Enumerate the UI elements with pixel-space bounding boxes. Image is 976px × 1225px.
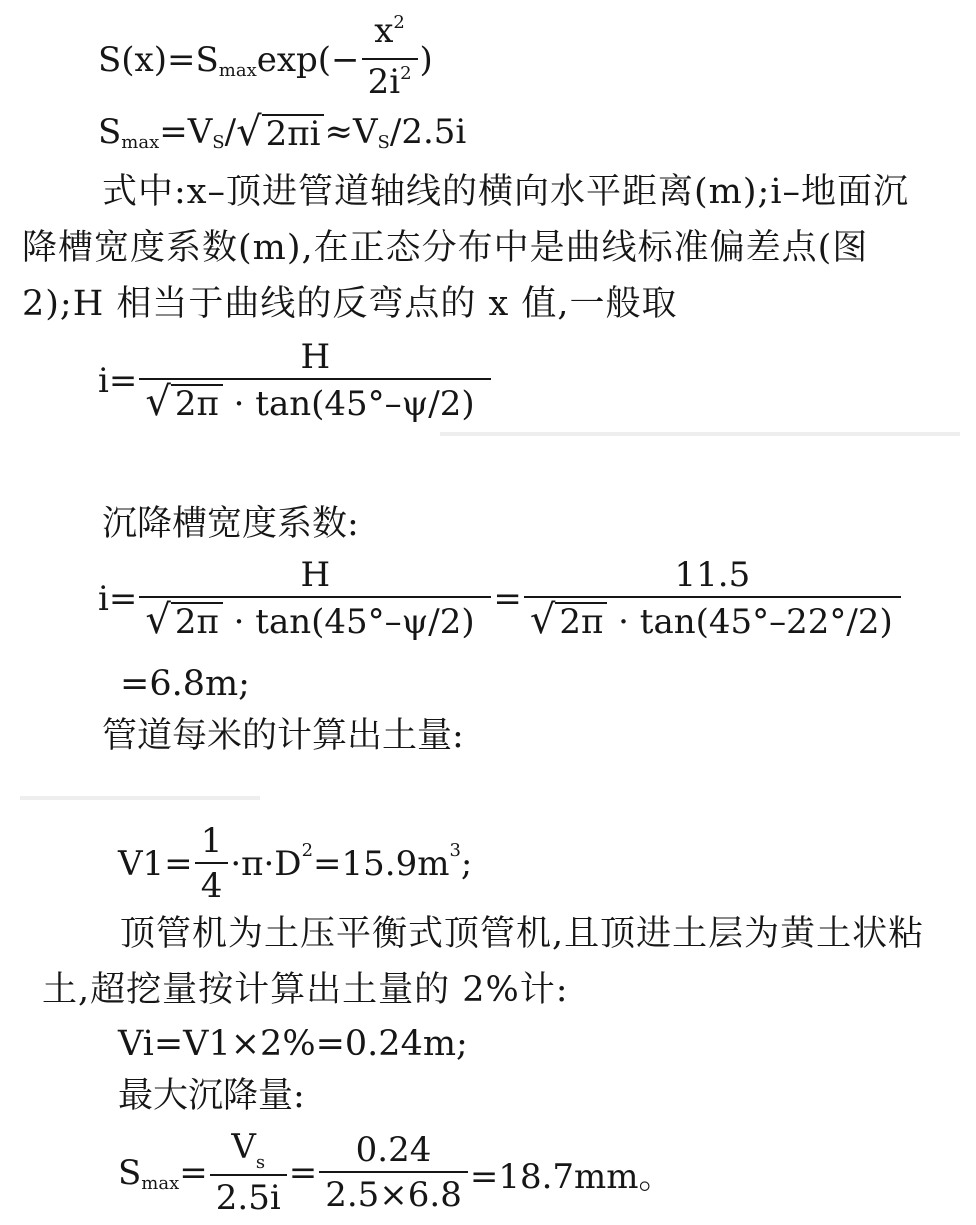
eq7-den2: 2.5×6.8	[319, 1171, 468, 1215]
eq2-slash: /	[224, 112, 237, 152]
para1-line2: 降槽宽度系数(m),在正态分布中是曲线标准偏差点(图	[22, 228, 869, 268]
eq5-num: 1	[200, 821, 223, 861]
eq7-eq: =	[179, 1153, 208, 1193]
eq4-rad1: 2π	[171, 602, 223, 640]
eq5-eqv: =15.9m	[313, 844, 450, 884]
paragraph-definitions	[22, 164, 962, 332]
eq5-fraction	[195, 822, 229, 906]
eq1-lhs: S(x)=S	[98, 40, 219, 80]
eq4-num2: 11.5	[674, 555, 751, 595]
eq7-sub: max	[141, 1172, 180, 1194]
heading-width-coefficient: 沉降槽宽度系数:	[102, 504, 359, 544]
eq1-den: 2i	[367, 62, 401, 102]
eq1-den-sup: 2	[400, 63, 412, 84]
eq4-result: =6.8m;	[120, 664, 250, 704]
eq2-sqrt: √ 2πi	[236, 112, 324, 152]
eq7-fraction-2	[319, 1131, 468, 1215]
faint-rule	[440, 432, 960, 436]
eq7-eq2: =	[288, 1153, 318, 1193]
eq2-vsub: S	[212, 131, 225, 153]
eq5-end: ;	[460, 844, 473, 884]
eq2-s: S	[98, 112, 122, 152]
eq5-den: 4	[195, 862, 229, 906]
para2-line2: 土,超挖量按计算出土量的 2%计:	[42, 970, 569, 1010]
eq1-num-sup: 2	[393, 12, 405, 33]
para1-line1: 式中:x–顶进管道轴线的横向水平距离(m);i–地面沉	[102, 172, 910, 212]
eq4-fraction-2: 11.5 √ 2π · tan(45°–22°/2)	[524, 556, 901, 642]
eq2-eqv: =V	[159, 112, 213, 152]
paragraph-tunneling-machine	[42, 906, 972, 1018]
eq3-rad: 2π	[171, 384, 223, 422]
para1-line3: 2);H 相当于曲线的反弯点的 x 值,一般取	[22, 284, 678, 324]
eq5-sup2: 3	[449, 839, 461, 861]
eq7-num2: 0.24	[355, 1130, 432, 1170]
eq7-s: S	[118, 1153, 142, 1193]
eq5-lhs: V1=	[118, 844, 193, 884]
eq7-end: =18.7mm。	[469, 1156, 673, 1197]
eq7-num1-sub: s	[255, 1152, 266, 1173]
eq1-mid: exp(−	[256, 40, 360, 80]
eq3-lhs: i=	[98, 361, 138, 401]
eq2-tail: ≈V	[324, 112, 378, 152]
eq1-end: )	[419, 40, 433, 80]
eq2-rad: 2πi	[262, 114, 325, 152]
eq3-den-tail: · tan(45°–ψ/2)	[222, 384, 475, 424]
eq4-lhs: i=	[98, 579, 138, 619]
eq2-tailsub: S	[377, 131, 390, 153]
equation-settlement-curve	[98, 12, 433, 108]
heading-max-settlement: 最大沉降量:	[118, 1076, 305, 1116]
eq7-den1: 2.5i	[210, 1174, 287, 1218]
equation-smax	[98, 109, 467, 155]
eq1-fraction	[362, 12, 418, 108]
eq2-sub: max	[121, 131, 160, 153]
faint-rule	[20, 796, 260, 800]
heading-excavation-volume: 管道每米的计算出土量:	[102, 716, 464, 756]
eq1-num: x	[374, 11, 394, 51]
eq7-num1: V	[231, 1127, 256, 1167]
eq4-den-tail2: · tan(45°–22°/2)	[607, 602, 893, 642]
eq2-tail2: /2.5i	[389, 112, 467, 152]
eq4-rad2: 2π	[555, 602, 607, 640]
eq3-fraction: H √ 2π · tan(45°–ψ/2)	[139, 338, 491, 424]
eq7-fraction-1	[210, 1128, 287, 1218]
eq1-sub: max	[218, 59, 257, 81]
equation-i-computed	[98, 556, 903, 642]
eq4-fraction-1: H √ 2π · tan(45°–ψ/2)	[139, 556, 491, 642]
equation-i-general	[98, 338, 493, 424]
equation-v1	[118, 822, 472, 906]
equation-smax-result	[118, 1128, 673, 1218]
eq4-eq: =	[493, 579, 522, 619]
eq5-mid: ·π·D	[230, 844, 302, 884]
equation-vi: Vi=V1×2%=0.24m;	[118, 1024, 468, 1064]
eq4-num1: H	[300, 555, 331, 595]
eq3-num: H	[300, 337, 331, 377]
eq4-den-tail1: · tan(45°–ψ/2)	[222, 602, 475, 642]
eq5-sup1: 2	[301, 839, 314, 861]
para2-line1: 顶管机为土压平衡式顶管机,且顶进土层为黄土状粘	[120, 914, 925, 954]
